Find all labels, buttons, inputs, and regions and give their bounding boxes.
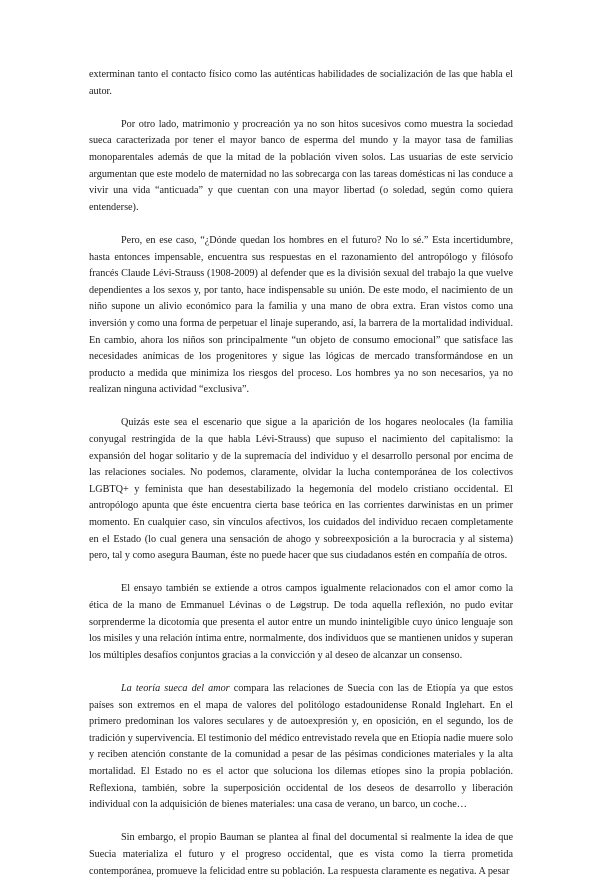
- paragraph-7: [89, 830, 513, 880]
- paragraph-1-text: exterminan tanto el contacto físico como las auténticas habilidades de socialización de las que habla el autor.: [89, 69, 513, 97]
- paragraph-2-text: Por otro lado, matrimonio y procreación ya no son hitos sucesivos como muestra la sociedad sueca caracterizada por tener el mayor banco de esperma del mundo y la mayor tasa de familias monoparentales además de que la mitad de la población viven solos. Las usuarias de este servicio argumentan que este modelo de maternidad no las sobrecarga con las tareas domésticas ni las conduce a vivir una vida “anticuada” y que cuentan con una mayor libertad (o soledad, según como quiera entenderse).: [89, 118, 513, 213]
- paragraph-3: [89, 233, 513, 399]
- paragraph-spacer: [89, 565, 513, 582]
- paragraph-7-text: Sin embargo, el propio Bauman se plantea al final del documental si realmente la idea de que Suecia materializa el futuro y el progreso occidental, que es vista como la tierra prometida contemporánea, promueve la felicidad entre su población. La respuesta claramente es negativa. A pesar: [89, 832, 513, 877]
- documentary-title: La teoría sueca del amor: [121, 682, 230, 694]
- paragraph-spacer: [89, 100, 513, 117]
- paragraph-4-text: Quizás este sea el escenario que sigue a la aparición de los hogares neolocales (la familia conyugal restringida de la que habla Lévi-Strauss) que supuso el nacimiento del capitalismo: la expansión del hogar solitario y de la supremacía del individuo y el desarrollo personal por encima de las relaciones sociales. No podemos, claramente, olvidar la lucha contemporánea de los colectivos LGBTQ+ y feminista que han desestabilizado la hegemonía del modelo cristiano occidental. El antropólogo apunta que éste encuentra cierta base teórica en las corrientes darwinistas en un primer momento. En cualquier caso, sin vínculos afectivos, los cuidados del individuo recaen completamente en el Estado (lo cual genera una sensación de ahogo y sobreexposición a la burocracia y al sistema) pero, tal y como asegura Bauman, éste no puede hacer que sus ciudadanos estén en compañía de otros.: [89, 417, 513, 562]
- paragraph-6-text: compara las relaciones de Suecia con las de Etiopía ya que estos países son extremos en el mapa de valores del politólogo estadounidense Ronald Inglehart. En el primero predominan los valores seculares y de autoexpresión y, en oposición, en el segundo, los de tradición y supervivencia. El testimonio del médico entrevistado revela que en Etiopía nadie muere solo y reciben atención constante de la comunidad a pesar de las pésimas condiciones materiales y la alta mortalidad. El Estado no es el actor que soluciona los dilemas etíopes sino la propia población. Reflexiona, también, sobre la superposición occidental de los deseos de desarrollo y liberación individual con la adquisición de bienes materiales: una casa de verano, un barco, un coche…: [89, 682, 514, 811]
- paragraph-4: [89, 415, 513, 564]
- paragraph-spacer: [89, 664, 513, 681]
- paragraph-5: [89, 581, 513, 664]
- paragraph-1: [89, 67, 513, 100]
- paragraph-spacer: [89, 399, 513, 416]
- paragraph-6: [89, 681, 513, 814]
- paragraph-spacer: [89, 216, 513, 233]
- paragraph-3-text: Pero, en ese caso, “¿Dónde quedan los hombres en el futuro? No lo sé.” Esta incertidumbre, hasta entonces impensable, encuentra sus respuestas en el razonamiento del antropólogo y filósofo francés Claude Lévi-Strauss (1908-2009) al defender que es la división sexual del trabajo la que vuelve dependientes a los sexos y, por tanto, hace indispensable su unión. De este modo, el nacimiento de un niño supone un alivio económico para la familia y una mano de obra extra. Eran vistos como una inversión y como una forma de perpetuar el linaje superando, así, la barrera de la mortalidad individual. En cambio, ahora los niños son principalmente “un objeto de consumo emocional” que satisface las necesidades anímicas de los progenitores y sigue las lógicas de mercado transformándose en un producto a medida que minimiza los riesgos del proceso. Los hombres ya no son necesarios, ya no realizan ninguna actividad “exclusiva”.: [89, 234, 513, 396]
- paragraph-2: [89, 117, 513, 217]
- paragraph-5-text: El ensayo también se extiende a otros campos igualmente relacionados con el amor como la ética de la mano de Emmanuel Lévinas o de Løgstrup. De toda aquella reflexión, no pudo evitar sorprenderme la dicotomía que presenta el autor entre un mundo ininteligible cuyo único lenguaje son los misiles y una relación íntima entre, normalmente, dos individuos que se mantienen unidos y superan los múltiples desafíos conjuntos gracias a la convicción y al deseo de alcanzar un consenso.: [89, 583, 513, 661]
- paragraph-spacer: [89, 814, 513, 831]
